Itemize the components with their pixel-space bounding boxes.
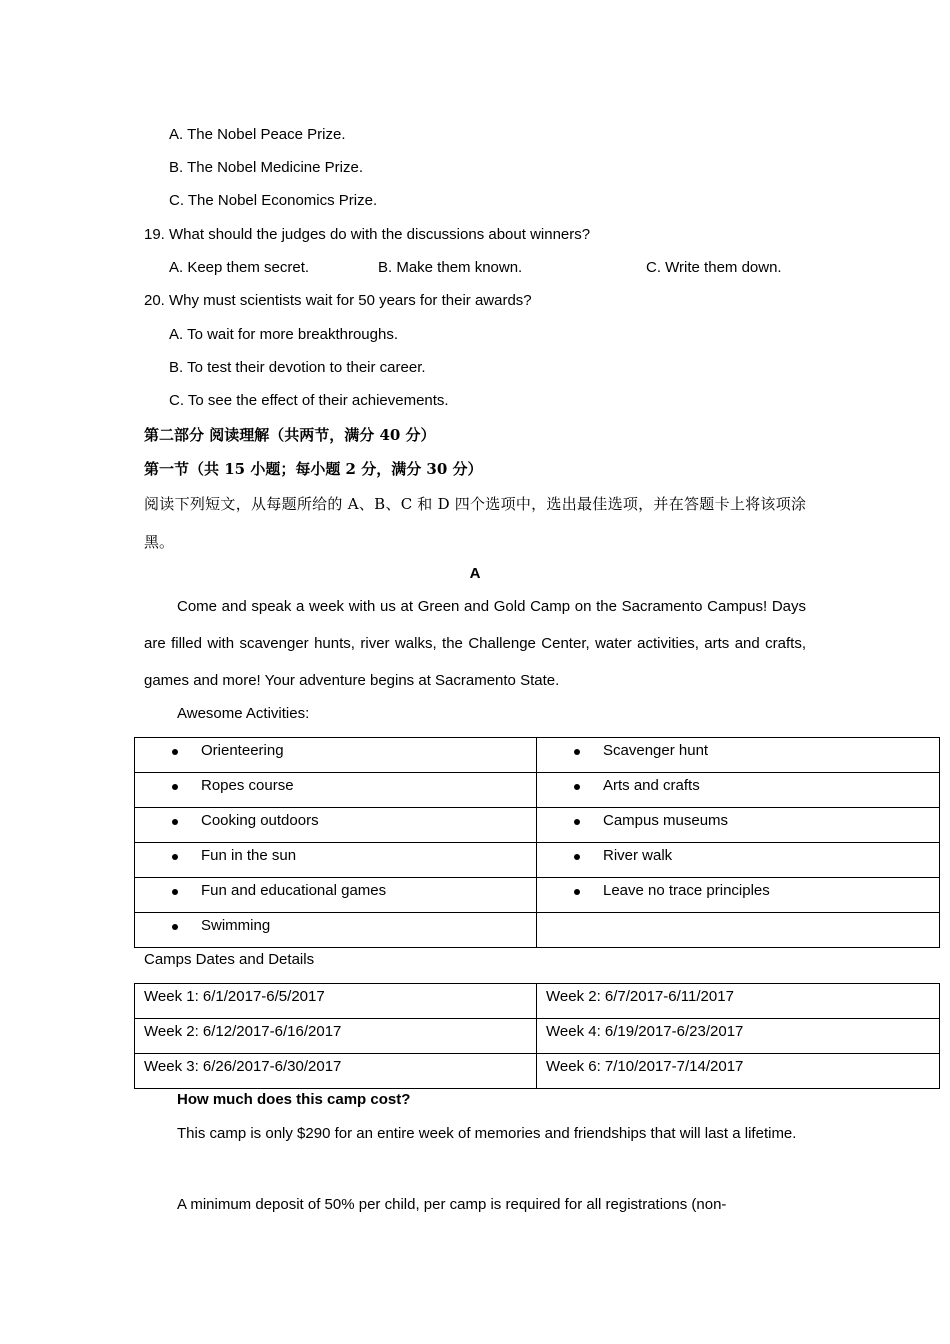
activities-cell — [537, 913, 940, 948]
activities-row — [135, 773, 940, 808]
activities-cell — [135, 773, 537, 808]
activities-row — [135, 913, 940, 948]
q19-question: 19. What should the judges do with the discussions about winners? — [144, 226, 591, 243]
activities-label: Awesome Activities: — [177, 705, 310, 722]
activities-row — [135, 738, 940, 773]
bullet-icon — [537, 847, 603, 864]
week-dates: Week 4: 6/19/2017-6/23/2017 — [546, 1023, 744, 1040]
activity-item: Ropes course — [201, 777, 294, 794]
deposit-text: A minimum deposit of 50% per child, per camp is required for all registrations (non- — [177, 1196, 727, 1213]
dates-row — [135, 984, 940, 1019]
cost-text: This camp is only $290 for an entire week of memories and friendships that will last a lifetime. — [177, 1125, 797, 1142]
q20-option-a: A. To wait for more breakthroughs. — [169, 326, 398, 343]
q20-option-b: B. To test their devotion to their career. — [169, 359, 426, 376]
activities-cell — [135, 878, 537, 913]
q19-option-a: A. Keep them secret. — [169, 259, 310, 276]
activities-row — [135, 808, 940, 843]
activities-cell — [537, 738, 940, 773]
activity-item: River walk — [603, 847, 673, 864]
q20-question: 20. Why must scientists wait for 50 years for their awards? — [144, 292, 532, 309]
activities-cell — [135, 913, 537, 948]
activity-item: Fun in the sun — [201, 847, 297, 864]
activities-row — [135, 843, 940, 878]
activities-cell — [537, 808, 940, 843]
bullet-icon — [537, 882, 603, 899]
q18-option-b: B. The Nobel Medicine Prize. — [169, 159, 363, 176]
instructions: 阅读下列短文，从每题所给的 A、B、C 和 D 四个选项中，选出最佳选项，并在答题卡上将该项涂黑。 — [144, 495, 806, 551]
q18-option-c: C. The Nobel Economics Prize. — [169, 192, 378, 209]
part2-heading: 第二部分 阅读理解（共两节，满分 40 分） — [144, 426, 436, 444]
section1-heading: 第一节（共 15 小题；每小题 2 分，满分 30 分） — [144, 460, 483, 478]
dates-table — [134, 983, 940, 1089]
passage-intro: Come and speak a week with us at Green and Gold Camp on the Sacramento Campus! Days are filled with scavenger hunts, river walks, the Challenge Center, water activities, arts and crafts, games and more! Your adventure begins at Sacramento State. — [144, 598, 806, 689]
q19-option-b: B. Make them known. — [378, 259, 523, 276]
activities-cell — [537, 773, 940, 808]
bullet-icon — [135, 742, 201, 759]
q20-option-c: C. To see the effect of their achievements. — [169, 392, 449, 409]
bullet-icon — [135, 882, 201, 899]
activity-item: Leave no trace principles — [603, 882, 770, 899]
dates-label: Camps Dates and Details — [144, 951, 315, 968]
bullet-icon — [135, 917, 201, 934]
activity-item: Orienteering — [201, 742, 284, 759]
activities-cell — [135, 738, 537, 773]
dates-cell — [537, 1019, 940, 1054]
dates-cell — [537, 1054, 940, 1089]
dates-cell — [537, 984, 940, 1019]
week-dates: Week 3: 6/26/2017-6/30/2017 — [144, 1058, 342, 1075]
dates-cell — [135, 1019, 537, 1054]
bullet-icon — [537, 812, 603, 829]
dates-row — [135, 1054, 940, 1089]
week-dates: Week 1: 6/1/2017-6/5/2017 — [144, 988, 325, 1005]
activity-item: Fun and educational games — [201, 882, 387, 899]
week-dates: Week 6: 7/10/2017-7/14/2017 — [546, 1058, 744, 1075]
dates-cell — [135, 1054, 537, 1089]
activities-row — [135, 878, 940, 913]
activities-table — [134, 737, 940, 948]
activities-cell — [537, 843, 940, 878]
passage-letter: A — [469, 565, 481, 582]
activity-item: Arts and crafts — [603, 777, 700, 794]
cost-heading: How much does this camp cost? — [177, 1091, 411, 1108]
activity-item: Scavenger hunt — [603, 742, 709, 759]
dates-cell — [135, 984, 537, 1019]
bullet-icon — [135, 812, 201, 829]
dates-row — [135, 1019, 940, 1054]
activities-cell — [135, 808, 537, 843]
bullet-icon — [135, 777, 201, 794]
activities-cell — [537, 878, 940, 913]
q18-option-a: A. The Nobel Peace Prize. — [169, 126, 346, 143]
q19-option-c: C. Write them down. — [646, 259, 782, 276]
bullet-icon — [135, 847, 201, 864]
bullet-icon — [537, 742, 603, 759]
week-dates: Week 2: 6/12/2017-6/16/2017 — [144, 1023, 342, 1040]
week-dates: Week 2: 6/7/2017-6/11/2017 — [546, 988, 734, 1005]
activity-item: Cooking outdoors — [201, 812, 319, 829]
bullet-icon — [537, 777, 603, 794]
activity-item: Swimming — [201, 917, 271, 934]
activities-cell — [135, 843, 537, 878]
activity-item: Campus museums — [603, 812, 729, 829]
